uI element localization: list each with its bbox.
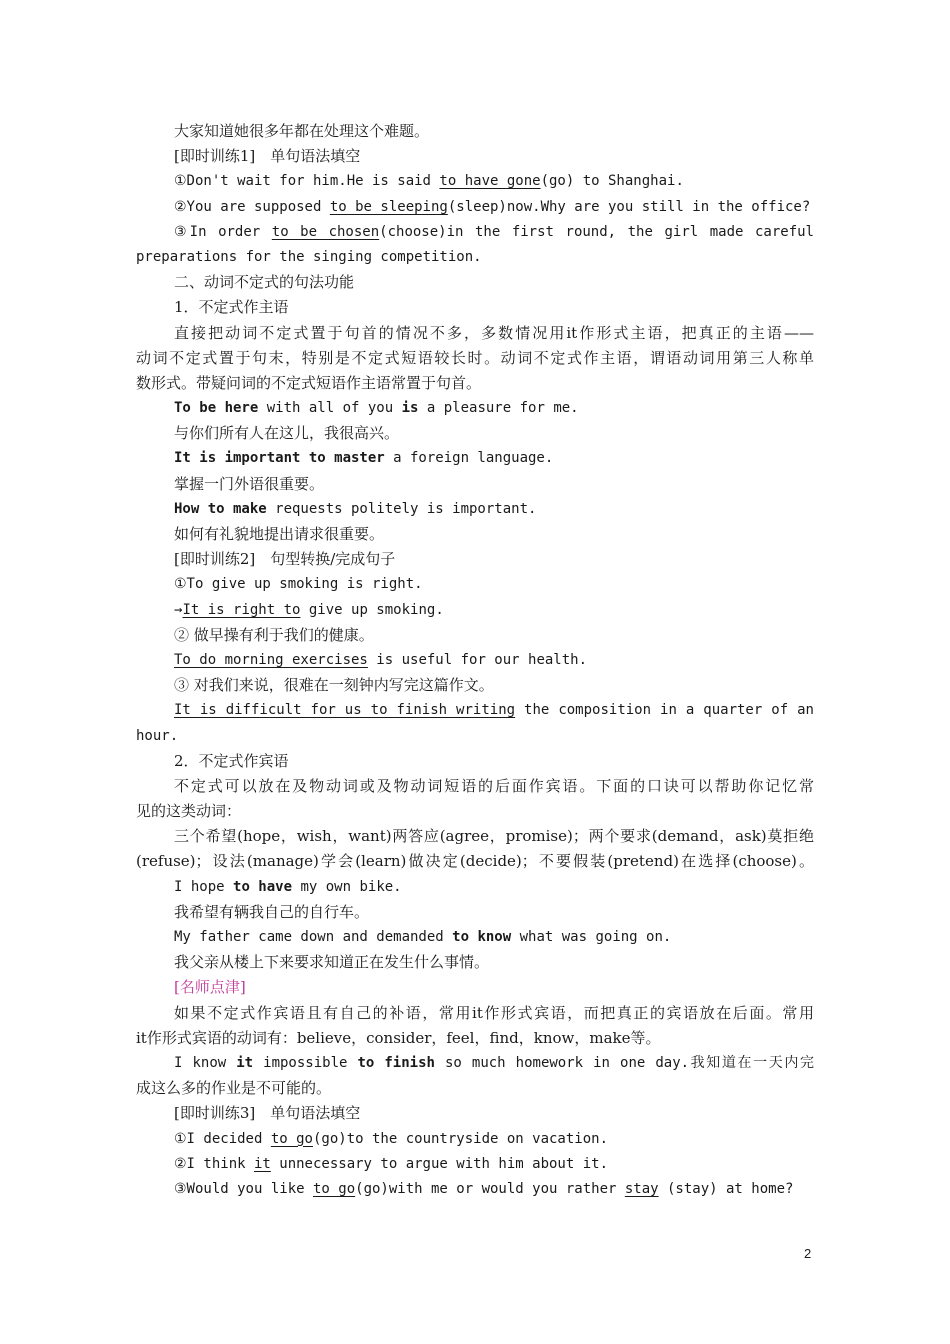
example-translation: 掌握一门外语很重要。	[174, 474, 325, 493]
example-translation: 如何有礼貌地提出请求很重要。	[174, 525, 385, 543]
example-sentence: My father came down and demanded to know what was going on.	[174, 929, 672, 945]
answer-blank: it	[253, 1155, 271, 1172]
answer-blank: stay	[624, 1180, 659, 1197]
example-translation: 我父亲从楼上下来要求知道正在发生什么事情。	[174, 953, 490, 972]
example-sentence: How to make requests politely is important.	[174, 500, 537, 517]
page-number: 2	[804, 1246, 812, 1261]
section-heading: 二、动词不定式的句法功能	[174, 273, 355, 292]
example-translation: 我希望有辆我自己的自行车。	[174, 902, 370, 921]
exercise-item: ①Don't wait for him.He is said to have gone(go) to Shanghai.	[174, 173, 684, 190]
example-translation: 成这么多的作业是不可能的。	[136, 1079, 332, 1098]
exercise-heading-1: [即时训练1] 单句语法填空	[174, 147, 361, 166]
exercise-item: ② 做早操有利于我们的健康。	[174, 625, 374, 644]
mnemonic-line: (refuse)；设法(manage)学会(learn)做决定(decide)；不要假装(pretend)在选择(choose)。	[136, 852, 814, 871]
example-sentence: I hope to have my own bike.	[174, 878, 402, 895]
example-sentence: I know it impossible to finish so much homework in one day.我知道在一天内完	[174, 1054, 814, 1071]
exercise-heading-3: [即时训练3] 单句语法填空	[174, 1104, 361, 1123]
answer-blank: to go	[270, 1130, 313, 1147]
paragraph-line: 不定式可以放在及物动词或及物动词短语的后面作宾语。下面的口诀可以帮助你记忆常	[174, 776, 814, 795]
exercise-answer: →It is right to give up smoking.	[174, 601, 444, 618]
subsection-heading: 2．不定式作宾语	[174, 751, 289, 770]
exercise-item: ③In order to be chosen(choose)in the first round, the girl made careful	[174, 223, 814, 240]
exercise-answer: To do morning exercises is useful for our health.	[174, 651, 588, 668]
answer-blank: To do morning exercises	[174, 651, 368, 668]
paragraph-line: 见的这类动词：	[136, 802, 242, 821]
exercise-heading-2: [即时训练2] 句型转换/完成句子	[174, 550, 396, 569]
answer-blank: It is difficult for us to finish writing	[174, 702, 516, 719]
example-translation: 与你们所有人在这儿，我很高兴。	[174, 424, 400, 443]
exercise-item: ②I think it unnecessary to argue with him about it.	[174, 1155, 608, 1172]
exercise-item: ①To give up smoking is right.	[174, 576, 423, 593]
example-sentence: It is important to master a foreign language.	[174, 450, 554, 467]
subsection-heading: 1．不定式作主语	[174, 298, 289, 317]
document-body	[136, 119, 814, 1202]
paragraph-line: preparations for the singing competition.	[136, 248, 482, 265]
paragraph-line: 直接把动词不定式置于句首的情况不多，多数情况用it作形式主语，把真正的主语——	[174, 323, 814, 342]
mnemonic-line: 三个希望(hope，wish，want)两答应(agree，promise)；两个要求(demand，ask)莫拒绝	[174, 827, 814, 846]
answer-blank: to go	[312, 1180, 356, 1197]
exercise-item: ②You are supposed to be sleeping(sleep)now.Why are you still in the office?	[174, 198, 811, 215]
paragraph-line: 如果不定式作宾语且有自己的补语，常用it作形式宾语，而把真正的宾语放在后面。常用	[174, 1003, 814, 1022]
paragraph-line: hour.	[136, 727, 179, 744]
answer-blank: It is right to	[182, 601, 301, 618]
exercise-item: ③Would you like to go(go)with me or would you rather stay (stay) at home?	[174, 1180, 794, 1197]
exercise-answer: It is difficult for us to finish writing the composition in a quarter of an	[174, 702, 814, 719]
example-sentence: To be here with all of you is a pleasure for me.	[174, 400, 579, 417]
exercise-item: ①I decided to go(go)to the countryside on vacation.	[174, 1130, 609, 1147]
exercise-item: ③ 对我们来说，很难在一刻钟内写完这篇作文。	[174, 676, 494, 695]
paragraph-line: it作形式宾语的动词有：believe，consider，feel，find，know，make等。	[136, 1028, 661, 1047]
answer-blank: to be chosen	[271, 223, 380, 240]
answer-blank: to be sleeping	[329, 198, 448, 215]
answer-blank: to have gone	[439, 173, 541, 190]
teacher-tip-label: [名师点津]	[174, 978, 246, 997]
paragraph-line: 大家知道她很多年都在处理这个难题。	[174, 122, 430, 140]
paragraph-line: 数形式。带疑问词的不定式短语作主语常置于句首。	[136, 373, 482, 392]
paragraph-line: 动词不定式置于句末，特别是不定式短语较长时。动词不定式作主语，谓语动词用第三人称单	[136, 348, 814, 367]
